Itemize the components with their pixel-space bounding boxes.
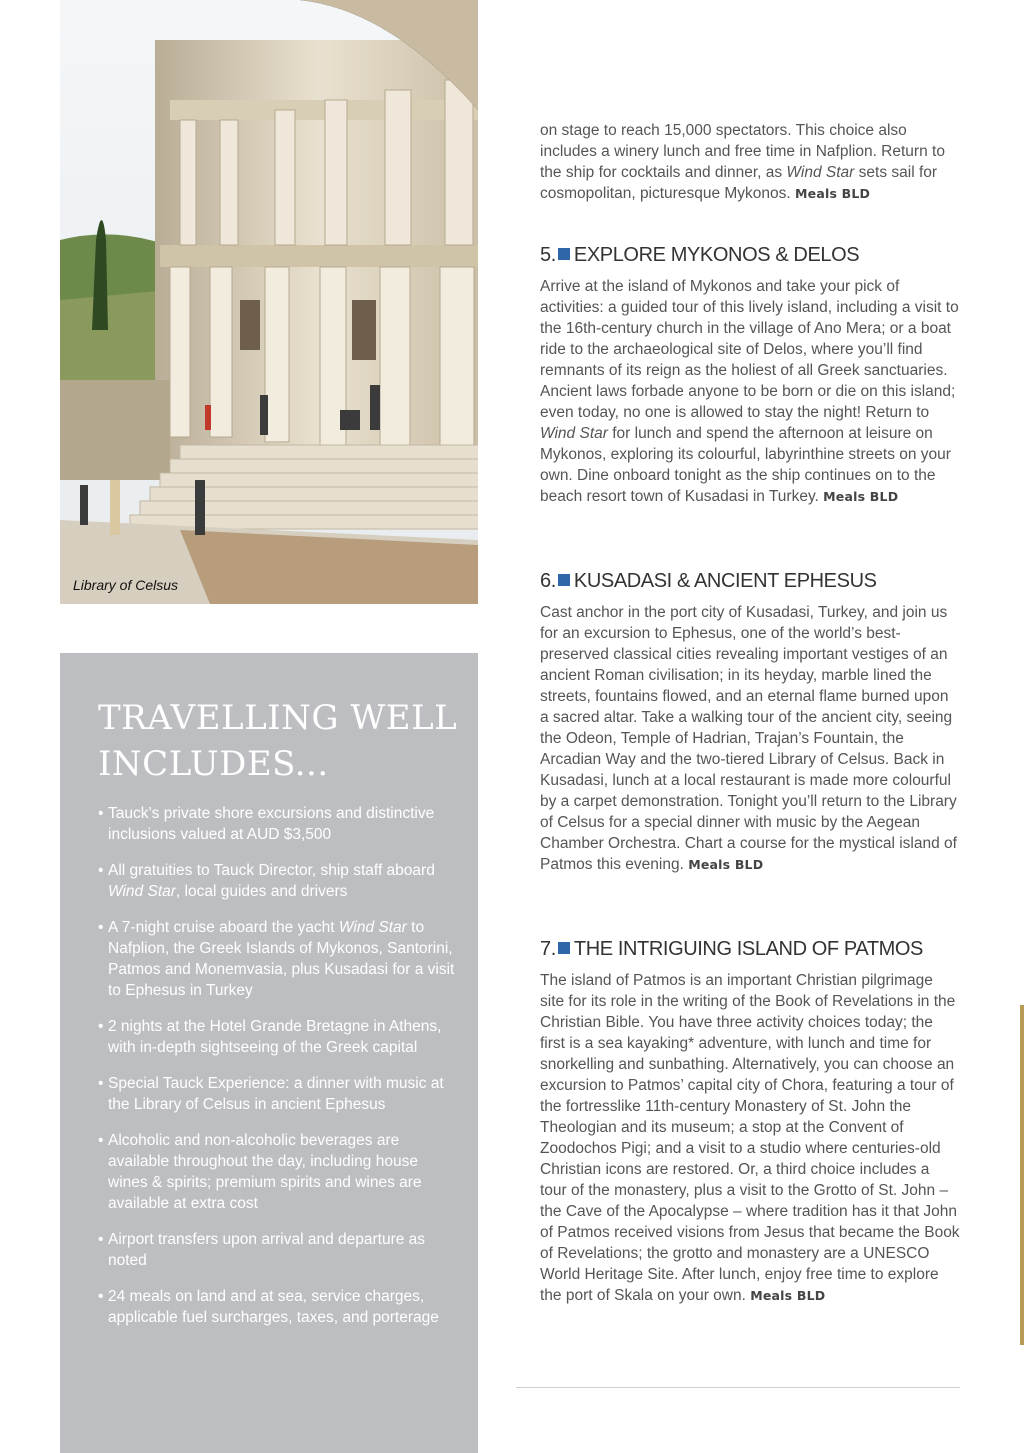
meals-label: Meals BLD (750, 1288, 826, 1303)
day5-heading: 5. EXPLORE MYKONOS & DELOS (540, 244, 860, 266)
includes-item: • 2 nights at the Hotel Grande Bretagne in Athens, with in-depth sightseeing of the Greek capital (98, 1018, 442, 1056)
square-icon (558, 248, 570, 260)
includes-item: • A 7-night cruise aboard the yacht Wind Star to Nafplion, the Greek Islands of Mykonos, Santorini, Patmos and Monemvasia, plus Kusadasi for a visit to Ephesus in Turkey (98, 919, 455, 999)
bullet-icon: • (98, 1075, 104, 1092)
day6-heading: 6. KUSADASI & ANCIENT EPHESUS (540, 570, 877, 592)
includes-item: • Tauck’s private shore excursions and distinctive inclusions valued at AUD $3,500 (98, 805, 435, 843)
includes-item: • All gratuities to Tauck Director, ship staff aboard Wind Star, local guides and drivers (98, 862, 435, 900)
meals-label: Meals BLD (795, 186, 871, 201)
bullet-icon: • (98, 919, 104, 936)
meals-label: Meals BLD (688, 857, 764, 872)
includes-item: • Airport transfers upon arrival and departure as noted (98, 1231, 426, 1269)
square-icon (558, 574, 570, 586)
bullet-icon: • (98, 805, 104, 822)
meals-label: Meals BLD (823, 489, 899, 504)
library-of-celsus-photo (60, 0, 478, 604)
square-icon (558, 942, 570, 954)
bullet-icon: • (98, 1132, 104, 1149)
includes-item: • Special Tauck Experience: a dinner with music at the Library of Celsus in ancient Ephesus (98, 1075, 444, 1113)
includes-item: • Alcoholic and non-alcoholic beverages are available throughout the day, including house wines & spirits; premium spirits and wines are available at extra cost (98, 1132, 422, 1212)
bullet-icon: • (98, 862, 104, 879)
bullet-icon: • (98, 1288, 104, 1305)
includes-list (98, 803, 458, 1343)
bottom-divider (516, 1387, 960, 1388)
day6-paragraph: Cast anchor in the port city of Kusadasi, Turkey, and join us for an excursion to Ephesus, one of the world’s best-preserved classical cities revealing important vestiges of an ancient Roman civilisation; in its heyday, marble lined the streets, fountains flowed, and an eternal flame burned upon a sacred altar. Take a walking tour of the ancient city, seeing the Odeon, Temple of Hadrian, Trajan’s Fountain, the Arcadian Way and the two-tiered Library of Celsus. Back in Kusadasi, lunch at a local restaurant is made more colourful by a carpet demonstration. Tonight you’ll return to the Library of Celsus for a special dinner with music by the Aegean Chamber Orchestra. Chart a course for the mystical island of Patmos this evening. Meals BLD (540, 604, 957, 873)
bullet-icon: • (98, 1018, 104, 1035)
page-edge-mark (1020, 1005, 1024, 1345)
day7-heading: 7. THE INTRIGUING ISLAND OF PATMOS (540, 938, 923, 960)
intro-paragraph: on stage to reach 15,000 spectators. This choice also includes a winery lunch and free time in Nafplion. Return to the ship for cocktails and dinner, as Wind Star sets sail for cosmopolitan, picturesque Mykonos. Meals BLD (540, 122, 945, 202)
includes-item: • 24 meals on land and at sea, service charges, applicable fuel surcharges, taxes, and porterage (98, 1288, 439, 1326)
bullet-icon: • (98, 1231, 104, 1248)
day7-paragraph: The island of Patmos is an important Christian pilgrimage site for its role in the writing of the Book of Revelations in the Christian Bible. You have three activity choices today; the first is a sea kayaking* adventure, with lunch and time for snorkelling and sunbathing. Alternatively, you can choose an excursion to Patmos’ capital city of Chora, featuring a tour of the fortresslike 11th-century Monastery of St. John the Theologian and its museum; a stop at the Convent of Zoodochos Pigi; and a visit to a studio where centuries-old Christian icons are restored. Or, a third choice includes a tour of the monastery, plus a visit to the Grotto of St. John – the Cave of the Apocalypse – where tradition has it that John of Patmos received visions from Jesus that became the Book of Revelations; the grotto and monastery are a UNESCO World Heritage Site. After lunch, enjoy free time to explore the port of Skala on your own. Meals BLD (540, 972, 960, 1304)
photo-caption: Library of Celsus (73, 577, 179, 593)
day5-paragraph: Arrive at the island of Mykonos and take your pick of activities: a guided tour of this lively island, including a visit to the 16th-century church in the village of Ano Mera; or a boat ride to the archaeological site of Delos, where you’ll find remnants of its reign as the holiest of all Greek sanctuaries. Ancient laws forbade anyone to be born or die on this island; even today, no one is allowed to stay the night! Return to Wind Star for lunch and spend the afternoon at leisure on Mykonos, exploring its colourful, labyrinthine streets on your own. Dine onboard tonight as the ship continues on to the beach resort town of Kusadasi in Turkey. Meals BLD (540, 278, 959, 505)
includes-title: TRAVELLING WELL INCLUDES... (98, 698, 458, 784)
